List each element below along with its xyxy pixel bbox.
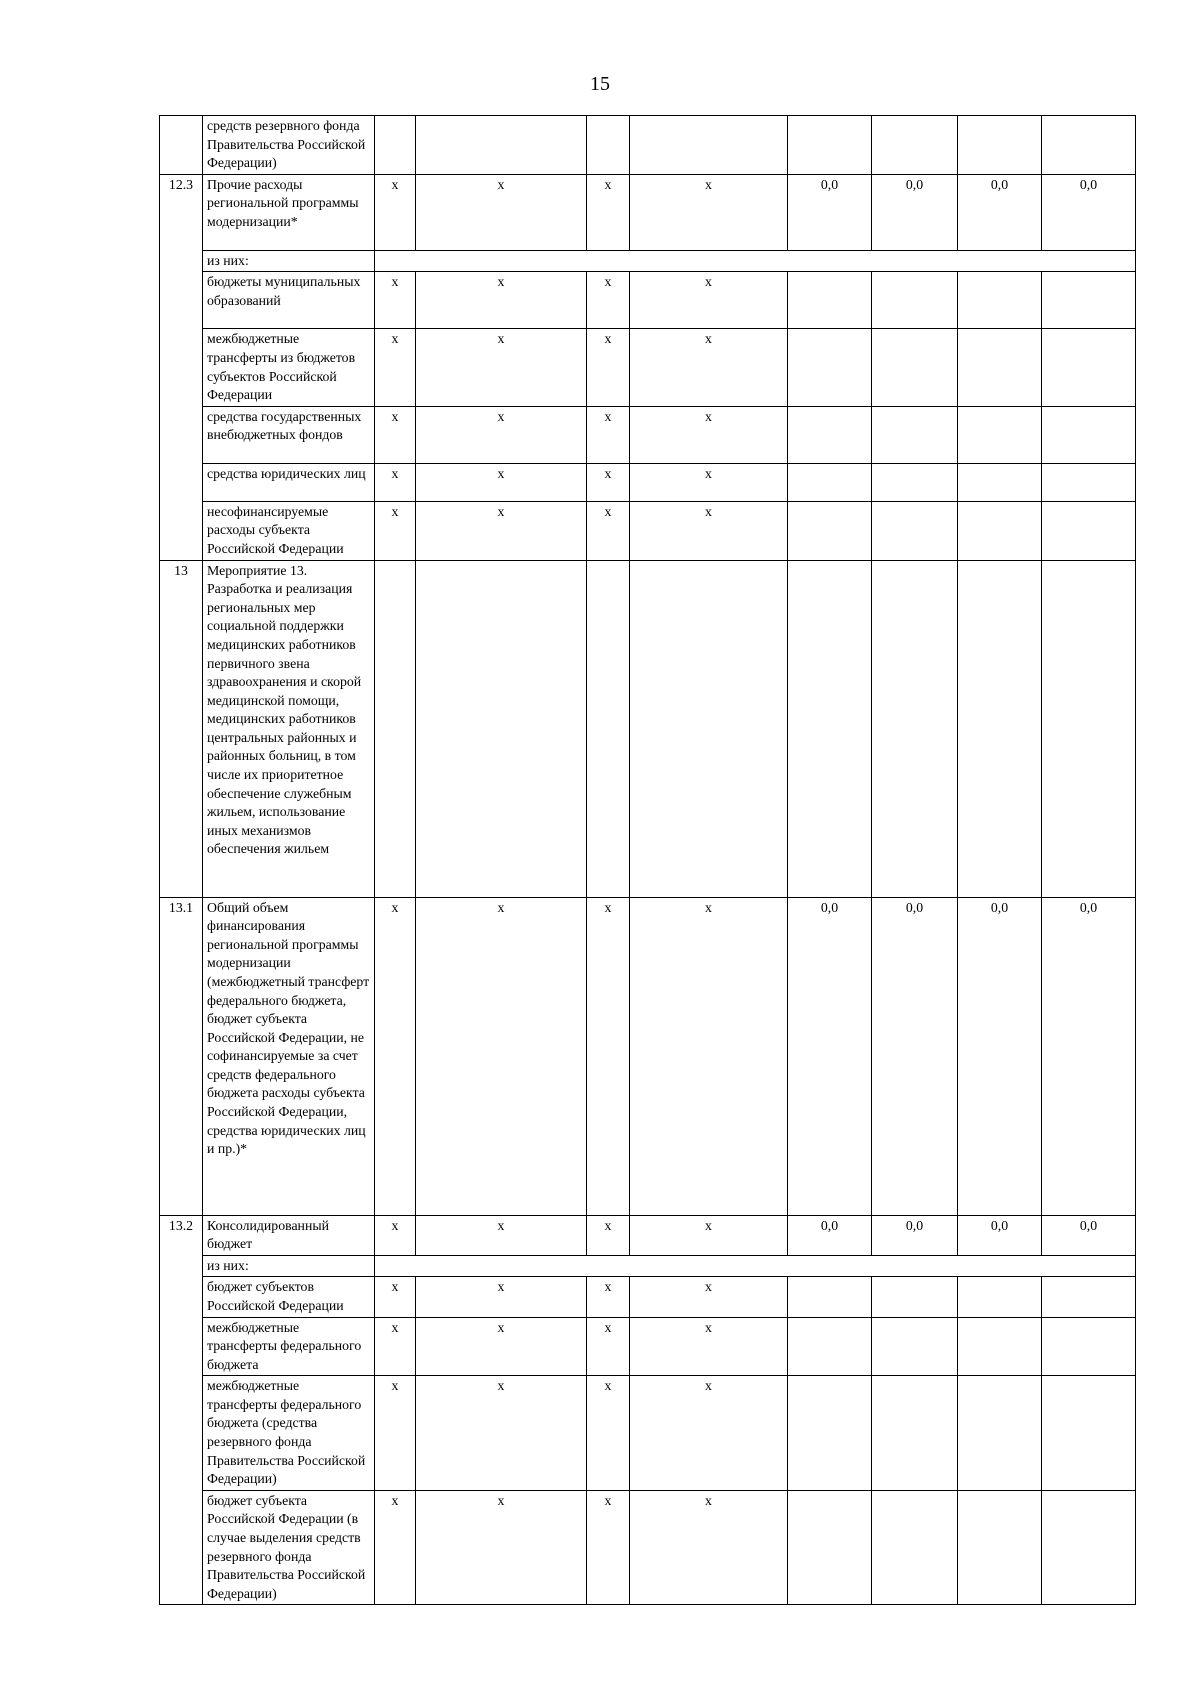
value-cell [788, 1277, 872, 1317]
value-cell [958, 1317, 1042, 1376]
value-cell [958, 329, 1042, 406]
row-label-cell: несофинансируемые расходы субъекта Российской Федерации [203, 501, 375, 560]
value-cell [630, 116, 788, 175]
value-cell [416, 560, 587, 897]
value-cell [788, 1376, 872, 1491]
value-cell [587, 560, 630, 897]
table-row [160, 1215, 1136, 1255]
value-cell [1042, 1376, 1136, 1491]
value-cell: x [630, 1215, 788, 1255]
row-label-cell: бюджеты муниципальных образований [203, 272, 375, 329]
value-cell: x [416, 463, 587, 501]
row-label-cell: Общий объем финансирования региональной программы модернизации (межбюджетный трансферт федерального бюджета, бюджет субъекта Российской Федерации, не софинансируемые за счет средств федерального бюджета расходы субъекта Российской Федерации, средства юридических лиц и пр.)* [203, 897, 375, 1215]
row-label-cell: бюджет субъектов Российской Федерации [203, 1277, 375, 1317]
value-cell: x [630, 501, 788, 560]
value-cell: x [416, 1490, 587, 1605]
subheader-row [160, 250, 1136, 272]
value-cell: x [587, 1277, 630, 1317]
value-cell: x [630, 463, 788, 501]
row-label-cell: межбюджетные трансферты федерального бюджета [203, 1317, 375, 1376]
row-number-cell [160, 116, 203, 175]
row-label-cell: Прочие расходы региональной программы модернизации* [203, 174, 375, 250]
value-cell [872, 560, 958, 897]
row-number-cell: 13.2 [160, 1215, 203, 1605]
value-cell [872, 1490, 958, 1605]
page-number: 15 [590, 73, 610, 95]
value-cell [872, 1277, 958, 1317]
value-cell [788, 116, 872, 175]
value-cell: x [375, 406, 416, 463]
value-cell: x [587, 329, 630, 406]
table-row [160, 272, 1136, 329]
row-label-cell: средства юридических лиц [203, 463, 375, 501]
value-cell [958, 116, 1042, 175]
value-cell [788, 501, 872, 560]
value-cell [416, 116, 587, 175]
subheader-row [160, 1255, 1136, 1277]
row-number-cell: 12.3 [160, 174, 203, 560]
value-cell [1042, 1317, 1136, 1376]
value-cell: 0,0 [872, 897, 958, 1215]
table-row [160, 406, 1136, 463]
value-cell: x [416, 272, 587, 329]
value-cell: x [375, 501, 416, 560]
value-cell: x [630, 329, 788, 406]
value-cell: x [630, 1277, 788, 1317]
value-cell [1042, 272, 1136, 329]
value-cell: x [416, 1215, 587, 1255]
table-row [160, 1376, 1136, 1491]
row-label-cell: Мероприятие 13. Разработка и реализация региональных мер социальной поддержки медицинских работников первичного звена здравоохранения и скорой медицинской помощи, медицинских работников центральных районных и районных больниц, в том числе их приоритетное обеспечение служебным жильем, использование иных механизмов обеспечения жильем [203, 560, 375, 897]
value-cell [788, 406, 872, 463]
value-cell: 0,0 [788, 1215, 872, 1255]
row-label-cell: межбюджетные трансферты из бюджетов субъектов Российской Федерации [203, 329, 375, 406]
value-cell [1042, 329, 1136, 406]
value-cell [872, 272, 958, 329]
value-cell: x [416, 1376, 587, 1491]
value-cell [958, 272, 1042, 329]
value-cell [587, 116, 630, 175]
value-cell [872, 463, 958, 501]
value-cell [788, 560, 872, 897]
value-cell: x [375, 1277, 416, 1317]
value-cell: x [375, 1376, 416, 1491]
value-cell: 0,0 [788, 174, 872, 250]
row-number-cell: 13 [160, 560, 203, 897]
value-cell: x [375, 1317, 416, 1376]
value-cell [958, 501, 1042, 560]
value-cell: x [630, 1376, 788, 1491]
value-cell: x [416, 1277, 587, 1317]
row-label-cell: межбюджетные трансферты федерального бюджета (средства резервного фонда Правительства Российской Федерации) [203, 1376, 375, 1491]
value-cell [1042, 1277, 1136, 1317]
value-cell: x [375, 329, 416, 406]
value-cell: x [587, 463, 630, 501]
subheader-filler-cell [375, 250, 1136, 272]
table-row [160, 463, 1136, 501]
value-cell: x [630, 272, 788, 329]
value-cell: x [587, 1376, 630, 1491]
value-cell [872, 1376, 958, 1491]
value-cell [1042, 560, 1136, 897]
value-cell: 0,0 [1042, 1215, 1136, 1255]
value-cell: x [630, 1317, 788, 1376]
value-cell [1042, 406, 1136, 463]
value-cell [788, 1490, 872, 1605]
value-cell: x [375, 1490, 416, 1605]
value-cell: 0,0 [788, 897, 872, 1215]
value-cell [872, 406, 958, 463]
row-label-cell: бюджет субъекта Российской Федерации (в случае выделения средств резервного фонда Правительства Российской Федерации) [203, 1490, 375, 1605]
value-cell: 0,0 [872, 1215, 958, 1255]
value-cell: x [630, 406, 788, 463]
value-cell [958, 1490, 1042, 1605]
value-cell: x [416, 174, 587, 250]
value-cell: 0,0 [1042, 897, 1136, 1215]
value-cell: x [375, 174, 416, 250]
value-cell: x [416, 897, 587, 1215]
financing-table [159, 115, 1136, 1605]
value-cell [1042, 463, 1136, 501]
value-cell [872, 1317, 958, 1376]
value-cell [1042, 501, 1136, 560]
row-label-cell: средств резервного фонда Правительства Российской Федерации) [203, 116, 375, 175]
value-cell [788, 272, 872, 329]
row-label-cell: из них: [203, 250, 375, 272]
value-cell [788, 1317, 872, 1376]
row-label-cell: из них: [203, 1255, 375, 1277]
value-cell: 0,0 [958, 1215, 1042, 1255]
row-label-cell: Консолидированный бюджет [203, 1215, 375, 1255]
value-cell [872, 116, 958, 175]
value-cell: x [587, 406, 630, 463]
value-cell: x [375, 272, 416, 329]
subheader-filler-cell [375, 1255, 1136, 1277]
table-row [160, 174, 1136, 250]
table-row [160, 1317, 1136, 1376]
value-cell: x [416, 329, 587, 406]
table-row [160, 1490, 1136, 1605]
value-cell: x [630, 1490, 788, 1605]
value-cell [958, 560, 1042, 897]
value-cell: x [587, 1215, 630, 1255]
value-cell [630, 560, 788, 897]
value-cell [1042, 116, 1136, 175]
value-cell [788, 329, 872, 406]
value-cell: x [375, 463, 416, 501]
table-row [160, 1277, 1136, 1317]
table-row [160, 116, 1136, 175]
value-cell: x [375, 897, 416, 1215]
value-cell: x [375, 1215, 416, 1255]
value-cell [872, 501, 958, 560]
value-cell: 0,0 [958, 174, 1042, 250]
value-cell: 0,0 [958, 897, 1042, 1215]
value-cell [375, 116, 416, 175]
value-cell [375, 560, 416, 897]
value-cell [872, 329, 958, 406]
value-cell: x [587, 501, 630, 560]
value-cell [958, 463, 1042, 501]
value-cell: x [416, 406, 587, 463]
value-cell: 0,0 [1042, 174, 1136, 250]
value-cell: x [587, 1490, 630, 1605]
value-cell: x [587, 1317, 630, 1376]
table-row [160, 897, 1136, 1215]
value-cell: x [416, 501, 587, 560]
value-cell: x [630, 174, 788, 250]
row-label-cell: средства государственных внебюджетных фондов [203, 406, 375, 463]
value-cell: x [630, 897, 788, 1215]
value-cell: 0,0 [872, 174, 958, 250]
row-number-cell: 13.1 [160, 897, 203, 1215]
value-cell: x [416, 1317, 587, 1376]
value-cell [958, 406, 1042, 463]
value-cell: x [587, 174, 630, 250]
value-cell [1042, 1490, 1136, 1605]
value-cell: x [587, 897, 630, 1215]
value-cell [788, 463, 872, 501]
table-row [160, 501, 1136, 560]
value-cell [958, 1376, 1042, 1491]
value-cell: x [587, 272, 630, 329]
table-row [160, 560, 1136, 897]
value-cell [958, 1277, 1042, 1317]
table-row [160, 329, 1136, 406]
